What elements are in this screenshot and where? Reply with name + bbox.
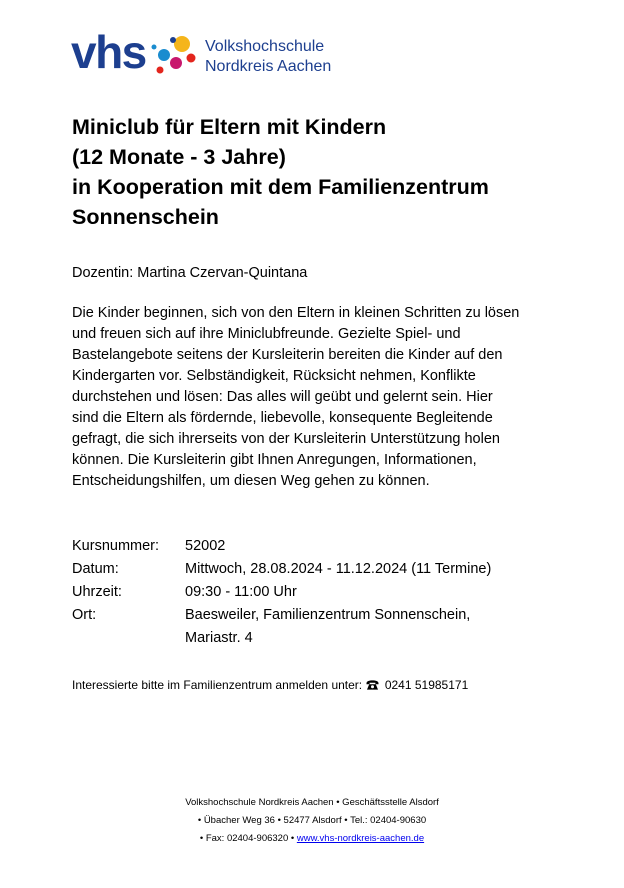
- footer-line-2: • Übacher Weg 36 • 52477 Alsdorf • Tel.: 02404-90630: [197, 815, 427, 826]
- logo-mark: vhs: [71, 26, 146, 78]
- website-link[interactable]: www.vhs-nordkreis-aachen.de: [296, 833, 425, 844]
- description-line: und freuen sich auf ihre Miniclubfreunde. Gezielte Spiel- und: [72, 326, 461, 342]
- logo-dot-yellow: [174, 36, 190, 52]
- description-line: Die Kinder beginnen, sich von den Eltern in kleinen Schritten zu lösen: [72, 305, 520, 321]
- course-description: [72, 303, 572, 492]
- location-line-2: Mariastr. 4: [185, 630, 253, 646]
- vhs-logo: [71, 26, 371, 80]
- logo-line-2: Nordkreis Aachen: [205, 58, 332, 75]
- location-line-1: Baesweiler, Familienzentrum Sonnenschein,: [185, 607, 471, 623]
- date-value: Mittwoch, 28.08.2024 - 11.12.2024 (11 Termine): [185, 561, 492, 577]
- detail-row-time: [72, 581, 572, 604]
- logo-dot-blue-large: [158, 49, 170, 61]
- title-line: Miniclub für Eltern mit Kindern: [72, 115, 387, 139]
- logo-dot-red: [187, 54, 196, 63]
- description-line: gefragt, die sich ihrerseits von der Kursleiterin Unterstützung holen: [72, 431, 500, 447]
- logo-dots-icon: [149, 32, 197, 78]
- description-line: Bastelangebote seitens der Kursleiterin bereiten die Kinder auf den: [72, 347, 503, 363]
- detail-row-location: [72, 604, 572, 650]
- course-title: [72, 112, 592, 232]
- registration-phone: 0241 51985171: [384, 678, 469, 692]
- title-line: Sonnenschein: [72, 205, 219, 229]
- description-line: durchstehen und lösen: Das alles will geübt und gelernt sein. Hier: [72, 389, 493, 405]
- detail-row-date: [72, 558, 572, 581]
- teacher: Dozentin: Martina Czervan-Quintana: [72, 265, 308, 281]
- logo-dot-magenta: [170, 57, 182, 69]
- location-value: [185, 604, 572, 650]
- footer: [0, 794, 624, 848]
- footer-fax: • Fax: 02404-906320 •: [199, 833, 295, 844]
- course-details: [72, 535, 572, 650]
- description-line: können. Die Kursleiterin gibt Ihnen Anregungen, Informationen,: [72, 452, 477, 468]
- logo-wordmark: [205, 37, 331, 77]
- footer-line-3: [0, 830, 624, 848]
- description-line: sind die Eltern als fördernde, liebevolle, konsequente Begleitende: [72, 410, 493, 426]
- logo-dot-blue-small: [152, 45, 157, 50]
- time-label: Uhrzeit:: [72, 584, 122, 600]
- logo-dot-navy: [170, 37, 176, 43]
- title-line: in Kooperation mit dem Familienzentrum: [72, 175, 489, 199]
- registration-text: Interessierte bitte im Familienzentrum anmelden unter:: [72, 678, 363, 692]
- course-number-label: Kursnummer:: [72, 538, 160, 554]
- location-label: Ort:: [72, 607, 97, 623]
- logo-line-1: Volkshochschule: [205, 38, 325, 55]
- footer-line-1: Volkshochschule Nordkreis Aachen • Geschäftsstelle Alsdorf: [185, 797, 439, 808]
- detail-row-course-number: [72, 535, 572, 558]
- telephone-icon: [366, 680, 379, 690]
- date-label: Datum:: [72, 561, 119, 577]
- description-line: Entscheidungshilfen, um diesen Weg gehen zu können.: [72, 473, 430, 489]
- registration-note: [72, 677, 468, 693]
- logo-dot-red-small: [157, 67, 164, 74]
- title-line: (12 Monate - 3 Jahre): [72, 145, 286, 169]
- description-line: Kindergarten vor. Selbständigkeit, Rücksicht nehmen, Konflikte: [72, 368, 476, 384]
- time-value: 09:30 - 11:00 Uhr: [185, 584, 297, 600]
- course-number-value: 52002: [185, 538, 226, 554]
